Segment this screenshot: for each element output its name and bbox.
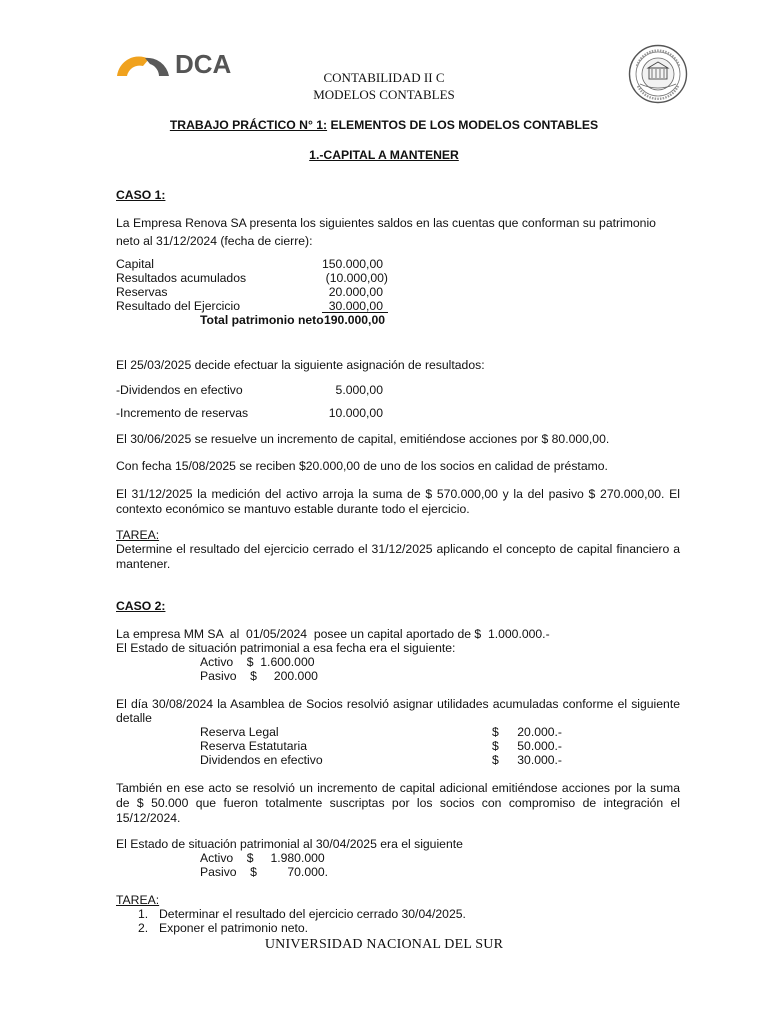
- caso1-prestamo: Con fecha 15/08/2025 se reciben $20.000,00 de uno de los socios en calidad de préstamo.: [116, 459, 608, 473]
- asignacion-value: 20.000.-: [517, 725, 562, 739]
- caso2-activo2: Activo $ 1.980.000: [200, 851, 325, 865]
- caso1-asignacion: El 25/03/2025 decide efectuar la siguiente asignación de resultados:: [116, 358, 485, 372]
- asignacion-value: 50.000.-: [517, 739, 562, 753]
- caso2-pasivo2: Pasivo $ 70.000.: [200, 865, 329, 879]
- incremento-value: 10.000,00: [328, 406, 383, 420]
- dca-logo-text: DCA: [175, 49, 232, 79]
- asignacion-currency: $: [492, 753, 499, 767]
- section-heading: 1.-CAPITAL A MANTENER: [309, 148, 459, 162]
- dividendos-value: 5.000,00: [335, 383, 383, 397]
- caso1-medicion: El 31/12/2025 la medición del activo arroja la suma de $ 570.000,00 y la del pasivo $ 270.000,00. El contexto económico se mantuvo estable durante todo el ejercicio.: [116, 487, 680, 516]
- asignacion-label: Reserva Estatutaria: [200, 739, 308, 753]
- patrimonio-row-value: 30.000,00: [328, 299, 383, 313]
- caso2-estado2: El Estado de situación patrimonial al 30/04/2025 era el siguiente: [116, 837, 463, 851]
- document-title-prefix: TRABAJO PRÁCTICO N° 1:: [169, 118, 328, 132]
- tarea-item-number: 1.: [138, 907, 149, 921]
- patrimonio-row-value: 20.000,00: [328, 285, 383, 299]
- caso1-capital: El 30/06/2025 se resuelve un incremento de capital, emitiéndose acciones por $ 80.000,00.: [116, 432, 610, 446]
- asignacion-currency: $: [492, 725, 499, 739]
- tarea-item-text: Exponer el patrimonio neto.: [159, 921, 309, 935]
- page-footer: UNIVERSIDAD NACIONAL DEL SUR: [264, 937, 504, 952]
- asignacion-label: Reserva Legal: [200, 725, 279, 739]
- patrimonio-row-label: Capital: [116, 257, 154, 271]
- asignacion-currency: $: [492, 739, 499, 753]
- incremento-label: -Incremento de reservas: [116, 406, 249, 420]
- caso2-line1: La empresa MM SA al 01/05/2024 posee un capital aportado de $ 1.000.000.-: [116, 627, 550, 641]
- university-seal-icon: [628, 44, 688, 104]
- total-value: 190.000,00: [324, 313, 385, 327]
- patrimonio-row-label: Reservas: [116, 285, 168, 299]
- university-seal: [628, 44, 688, 104]
- caso1-tarea-text: Determine el resultado del ejercicio cerrado el 31/12/2025 aplicando el concepto de capital financiero a mantener.: [116, 542, 680, 571]
- caso2-heading: CASO 2:: [116, 599, 166, 613]
- tarea-item-text: Determinar el resultado del ejercicio cerrado 30/04/2025.: [159, 907, 466, 921]
- patrimonio-row-value: (10.000,00): [325, 271, 388, 285]
- caso1-tarea-label: TAREA:: [116, 528, 160, 542]
- caso1-intro-line2: neto al 31/12/2024 (fecha de cierre):: [116, 234, 313, 248]
- caso2-line2: El Estado de situación patrimonial a esa fecha era el siguiente:: [116, 641, 456, 655]
- caso2-pasivo1: Pasivo $ 200.000: [200, 669, 318, 683]
- course-title: CONTABILIDAD II C: [323, 70, 445, 85]
- caso1-intro-line1: La Empresa Renova SA presenta los siguientes saldos en las cuentas que conforman su patrimonio: [116, 216, 656, 230]
- document-title: [0, 118, 768, 132]
- patrimonio-row-label: Resultados acumulados: [116, 271, 247, 285]
- asignacion-label: Dividendos en efectivo: [200, 753, 323, 767]
- course-subtitle: MODELOS CONTABLES: [313, 87, 455, 102]
- dividendos-label: -Dividendos en efectivo: [116, 383, 243, 397]
- caso2-asamblea: El día 30/08/2024 la Asamblea de Socios resolvió asignar utilidades acumuladas conforme el siguiente detalle: [116, 697, 680, 725]
- document-title-rest: ELEMENTOS DE LOS MODELOS CONTABLES: [327, 118, 599, 132]
- caso2-incremento: También en ese acto se resolvió un incremento de capital adicional emitiéndose acciones por la suma de $ 50.000 que fueron totalmente suscriptas por los socios con compromiso de integración el 15/12/2024.: [116, 781, 680, 825]
- total-label: Total patrimonio neto: [200, 313, 324, 327]
- caso2-activo1: Activo $ 1.600.000: [200, 655, 315, 669]
- tarea-item-number: 2.: [138, 921, 149, 935]
- patrimonio-row-label: Resultado del Ejercicio: [116, 299, 240, 313]
- patrimonio-row-value: 150.000,00: [322, 257, 383, 271]
- asignacion-value: 30.000.-: [517, 753, 562, 767]
- caso2-tarea-label: TAREA:: [116, 893, 160, 907]
- caso1-heading: CASO 1:: [116, 188, 166, 202]
